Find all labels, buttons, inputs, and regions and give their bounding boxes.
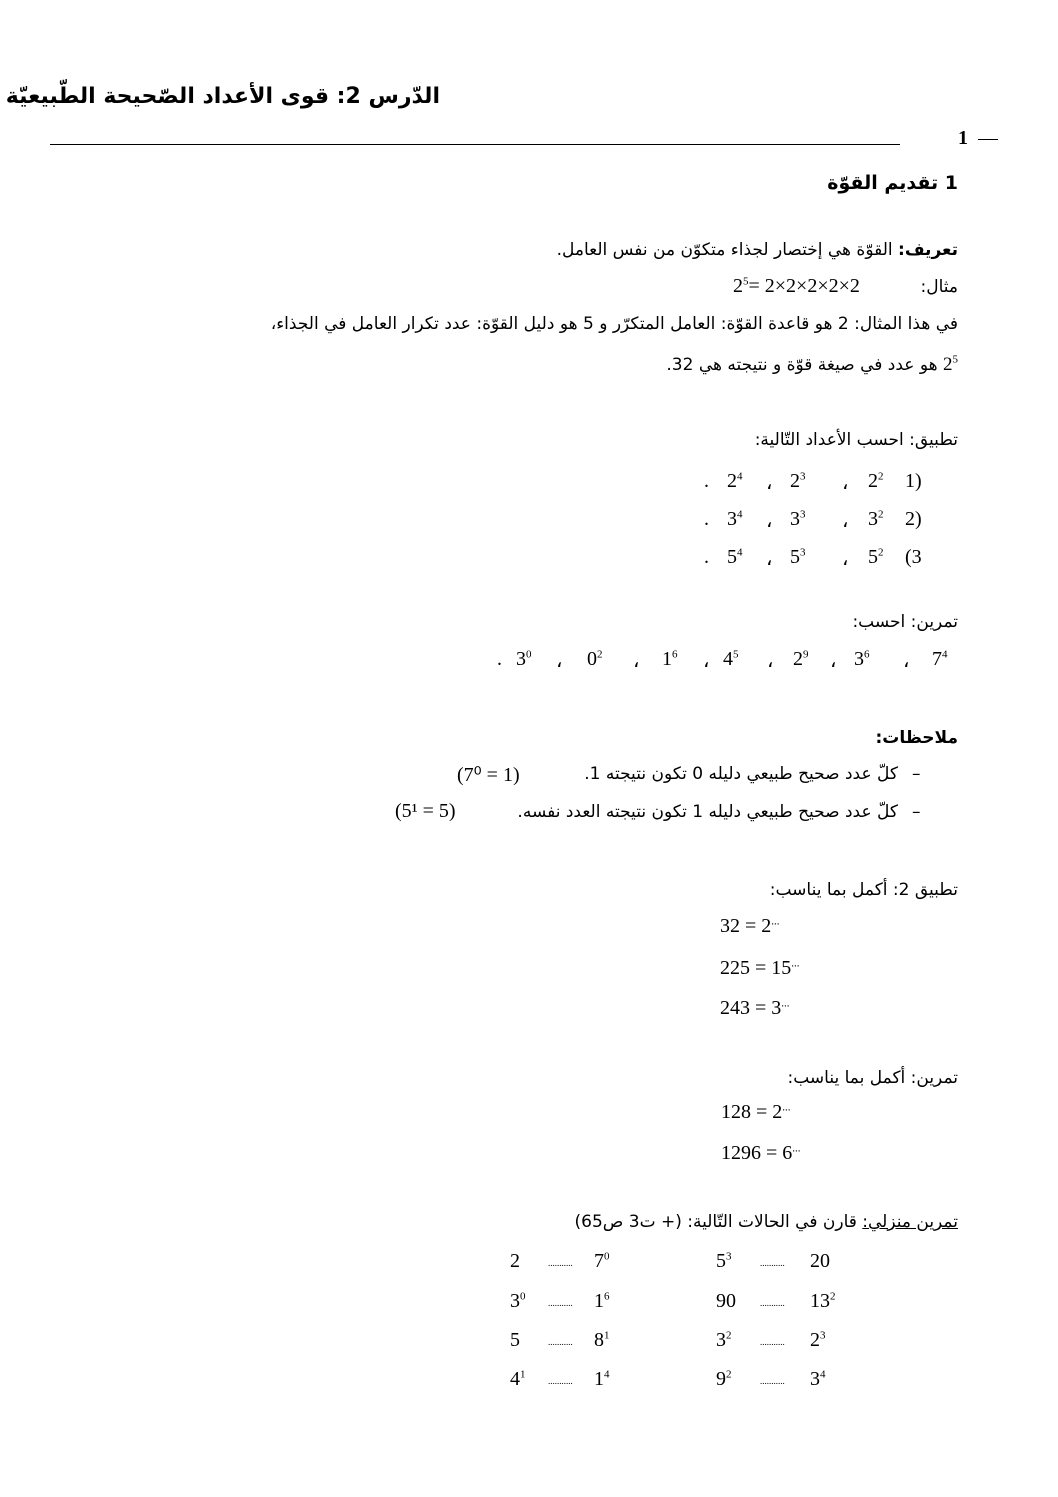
separator-comma: ، <box>830 650 837 672</box>
power-base: 3 <box>854 648 864 670</box>
section-title: 1 تقديم القوّة <box>827 172 958 194</box>
separator-comma: ، <box>767 650 774 672</box>
value-base: 3 <box>810 1368 820 1390</box>
homework-right-value <box>594 1329 610 1352</box>
separator-comma: ، <box>842 472 849 494</box>
power <box>868 508 884 530</box>
equation-lhs: 1296 = 6 <box>721 1142 793 1164</box>
value-base: 2 <box>810 1329 820 1351</box>
end-period: . <box>704 546 709 568</box>
value <box>716 1329 732 1351</box>
end-period: . <box>704 508 709 530</box>
value-base: 8 <box>594 1329 604 1351</box>
homework-left-value <box>510 1329 520 1352</box>
power <box>790 546 806 568</box>
page-section-number <box>958 127 998 150</box>
power-exponent: 2 <box>878 508 884 521</box>
value-base: 9 <box>716 1368 726 1390</box>
blank-exponent: ... <box>781 997 790 1010</box>
example-product: = 2×2×2×2×2 <box>748 275 860 297</box>
value-exponent: 0 <box>604 1250 610 1263</box>
power <box>723 648 739 670</box>
power-exponent: 2 <box>878 470 884 483</box>
application-1-power <box>868 546 884 569</box>
comparison-blank: ........... <box>760 1298 785 1308</box>
exercise-1-power <box>932 648 948 671</box>
end-period: . <box>497 648 502 670</box>
power-exponent: 5 <box>733 648 739 661</box>
note-1-example: (7⁰ = 1) <box>457 764 520 786</box>
equation-lhs: 243 = 3 <box>720 997 782 1019</box>
value <box>594 1250 610 1272</box>
power-base: 2 <box>793 648 803 670</box>
power <box>868 546 884 568</box>
value-exponent: 3 <box>726 1250 732 1263</box>
application-1-power <box>727 470 743 493</box>
value <box>810 1368 826 1390</box>
value <box>510 1250 520 1272</box>
power-exponent: 6 <box>672 648 678 661</box>
homework-left-value <box>510 1368 526 1391</box>
equation-lhs: 32 = 2 <box>720 915 772 937</box>
application-2-line <box>720 915 780 938</box>
value-exponent: 3 <box>820 1329 826 1342</box>
application-2-line <box>720 997 790 1020</box>
power-base: 5 <box>790 546 800 568</box>
application-1-row-number: 1) <box>905 470 922 492</box>
comparison-blank: ........... <box>760 1337 785 1347</box>
power-base: 4 <box>723 648 733 670</box>
separator-comma: ، <box>903 650 910 672</box>
separator-comma: ، <box>766 548 773 570</box>
note-1-bullet: – <box>912 764 921 784</box>
power <box>793 648 809 670</box>
homework-right-value <box>594 1368 610 1391</box>
power-exponent: 3 <box>800 470 806 483</box>
value-exponent: 4 <box>604 1368 610 1381</box>
definition-text: القوّة هي إختصار لجذاء متكوّن من نفس العامل. <box>556 240 899 260</box>
value-base: 90 <box>716 1290 736 1312</box>
value-base: 1 <box>594 1290 604 1312</box>
power <box>587 648 603 670</box>
example-exponent: 5 <box>743 275 749 288</box>
exercise-1-power <box>662 648 678 671</box>
power-base: 7 <box>932 648 942 670</box>
power <box>790 508 806 530</box>
value-exponent: 6 <box>604 1290 610 1303</box>
power-base: 5 <box>727 546 737 568</box>
power-exponent: 3 <box>800 546 806 559</box>
value-base: 7 <box>594 1250 604 1272</box>
power-exponent: 2 <box>878 546 884 559</box>
power-base: 2 <box>868 470 878 492</box>
value-base: 13 <box>810 1290 830 1312</box>
power <box>727 546 743 568</box>
homework-right-value <box>810 1250 830 1273</box>
equation-lhs: 128 = 2 <box>721 1101 783 1123</box>
blank-exponent: ... <box>791 957 800 970</box>
power <box>868 470 884 492</box>
value-exponent: 1 <box>520 1368 526 1381</box>
homework-title-rest: قارن في الحالات التّالية: (+ ت3 ص65) <box>574 1212 863 1232</box>
value-exponent: 2 <box>726 1368 732 1381</box>
homework-title-underlined: تمرين منزلي: <box>862 1212 958 1232</box>
power <box>790 470 806 492</box>
homework-right-value <box>810 1329 826 1352</box>
power-exponent: 4 <box>942 648 948 661</box>
homework-left-value <box>716 1368 732 1391</box>
value-base: 20 <box>810 1250 830 1272</box>
note-2-bullet: – <box>912 802 921 822</box>
power-base: 0 <box>587 648 597 670</box>
power <box>727 470 743 492</box>
value-exponent: 2 <box>726 1329 732 1342</box>
exercise-2-line <box>721 1101 791 1124</box>
blank-exponent: ... <box>792 1142 801 1155</box>
explanation-exponent: 5 <box>952 353 958 366</box>
lesson-title: الدّرس 2: قوى الأعداد الصّحيحة الطّبيعيّة <box>5 84 440 109</box>
value <box>510 1329 520 1351</box>
value <box>594 1368 610 1390</box>
comparison-blank: ........... <box>548 1298 573 1308</box>
value <box>810 1250 830 1272</box>
value-exponent: 2 <box>830 1290 836 1303</box>
value <box>510 1368 526 1390</box>
comparison-blank: ........... <box>760 1258 785 1268</box>
definition-line <box>557 240 958 260</box>
application-1-power <box>868 508 884 531</box>
section-number: 1 <box>958 127 968 149</box>
power <box>516 648 532 670</box>
example-base: 2 <box>733 275 743 297</box>
value-base: 3 <box>510 1290 520 1312</box>
homework-left-value <box>510 1290 526 1313</box>
power-exponent: 4 <box>737 508 743 521</box>
value <box>810 1290 836 1312</box>
explanation-text: هو عدد في صيغة قوّة و نتيجته هي 32. <box>666 355 943 375</box>
explanation-base: 2 <box>943 354 953 375</box>
exercise-1-power <box>723 648 739 671</box>
notes-title: ملاحظات: <box>875 728 958 748</box>
power <box>662 648 678 670</box>
explanation-line-2 <box>666 354 958 376</box>
note-2-example: (5¹ = 5) <box>395 800 456 822</box>
header-divider <box>50 144 900 145</box>
value <box>716 1290 736 1312</box>
comparison-blank: ........... <box>548 1376 573 1386</box>
equation-lhs: 225 = 15 <box>720 957 792 979</box>
separator-comma: ، <box>842 510 849 532</box>
power-base: 2 <box>727 470 737 492</box>
application-1-power <box>790 546 806 569</box>
homework-title <box>574 1212 958 1232</box>
power-base: 2 <box>790 470 800 492</box>
homework-left-value <box>716 1290 736 1313</box>
comparison-blank: ........... <box>760 1376 785 1386</box>
power-base: 3 <box>727 508 737 530</box>
exercise-2-line <box>721 1142 801 1165</box>
application-2-title: تطبيق 2: أكمل بما يناسب: <box>769 880 958 900</box>
power-exponent: 2 <box>597 648 603 661</box>
power-exponent: 3 <box>800 508 806 521</box>
application-2-line <box>720 957 800 980</box>
example-math <box>733 275 749 298</box>
application-1-row-number: (3 <box>905 546 922 568</box>
blank-exponent: ... <box>782 1101 791 1114</box>
value-base: 3 <box>716 1329 726 1351</box>
separator-comma: ، <box>766 510 773 532</box>
homework-right-value <box>594 1250 610 1273</box>
power <box>854 648 870 670</box>
separator-comma: ، <box>703 650 710 672</box>
application-1-row-number: 2) <box>905 508 922 530</box>
application-1-power <box>727 546 743 569</box>
homework-left-value <box>716 1329 732 1352</box>
end-period: . <box>704 470 709 492</box>
homework-left-value <box>510 1250 520 1273</box>
separator-comma: ، <box>633 650 640 672</box>
value-exponent: 1 <box>604 1329 610 1342</box>
power-exponent: 4 <box>737 546 743 559</box>
value <box>594 1290 610 1312</box>
power-exponent: 9 <box>803 648 809 661</box>
separator-comma: ، <box>766 472 773 494</box>
power-base: 3 <box>516 648 526 670</box>
comparison-blank: ........... <box>548 1337 573 1347</box>
value <box>716 1250 732 1272</box>
power-base: 1 <box>662 648 672 670</box>
note-2-text: كلّ عدد صحيح طبيعي دليله 1 تكون نتيجته العدد نفسه. <box>517 802 898 822</box>
exercise-1-power <box>587 648 603 671</box>
exercise-2-title: تمرين: أكمل بما يناسب: <box>787 1068 958 1088</box>
value-exponent: 4 <box>820 1368 826 1381</box>
application-1-power <box>790 470 806 493</box>
power-base: 3 <box>868 508 878 530</box>
power <box>932 648 948 670</box>
exercise-1-power <box>793 648 809 671</box>
dash-mark <box>978 139 998 140</box>
value-base: 4 <box>510 1368 520 1390</box>
application-1-power <box>790 508 806 531</box>
definition-label: تعريف: <box>898 240 958 260</box>
separator-comma: ، <box>556 650 563 672</box>
exercise-1-power <box>854 648 870 671</box>
application-1-power <box>727 508 743 531</box>
exercise-1-power <box>516 648 532 671</box>
explanation-line-1: في هذا المثال: 2 هو قاعدة القوّة: العامل المتكرّر و 5 هو دليل القوّة: عدد تكرار العامل في الجذاء، <box>270 314 958 334</box>
explanation-power <box>943 354 958 375</box>
value-exponent: 0 <box>520 1290 526 1303</box>
example-label: مثال: <box>920 277 958 297</box>
power <box>727 508 743 530</box>
power-base: 3 <box>790 508 800 530</box>
homework-left-value <box>716 1250 732 1273</box>
blank-exponent: ... <box>771 915 780 928</box>
value-base: 5 <box>716 1250 726 1272</box>
exercise-1-title: تمرين: احسب: <box>852 612 958 632</box>
application-1-title: تطبيق: احسب الأعداد التّالية: <box>754 430 958 450</box>
comparison-blank: ........... <box>548 1258 573 1268</box>
value-base: 2 <box>510 1250 520 1272</box>
value <box>810 1329 826 1351</box>
power-exponent: 6 <box>864 648 870 661</box>
power-exponent: 0 <box>526 648 532 661</box>
note-1-text: كلّ عدد صحيح طبيعي دليله 0 تكون نتيجته 1. <box>584 764 898 784</box>
separator-comma: ، <box>842 548 849 570</box>
value-base: 5 <box>510 1329 520 1351</box>
value <box>716 1368 732 1390</box>
value <box>594 1329 610 1351</box>
value <box>510 1290 526 1312</box>
value-base: 1 <box>594 1368 604 1390</box>
power-base: 5 <box>868 546 878 568</box>
power-exponent: 4 <box>737 470 743 483</box>
homework-right-value <box>594 1290 610 1313</box>
application-1-power <box>868 470 884 493</box>
homework-right-value <box>810 1290 836 1313</box>
homework-right-value <box>810 1368 826 1391</box>
